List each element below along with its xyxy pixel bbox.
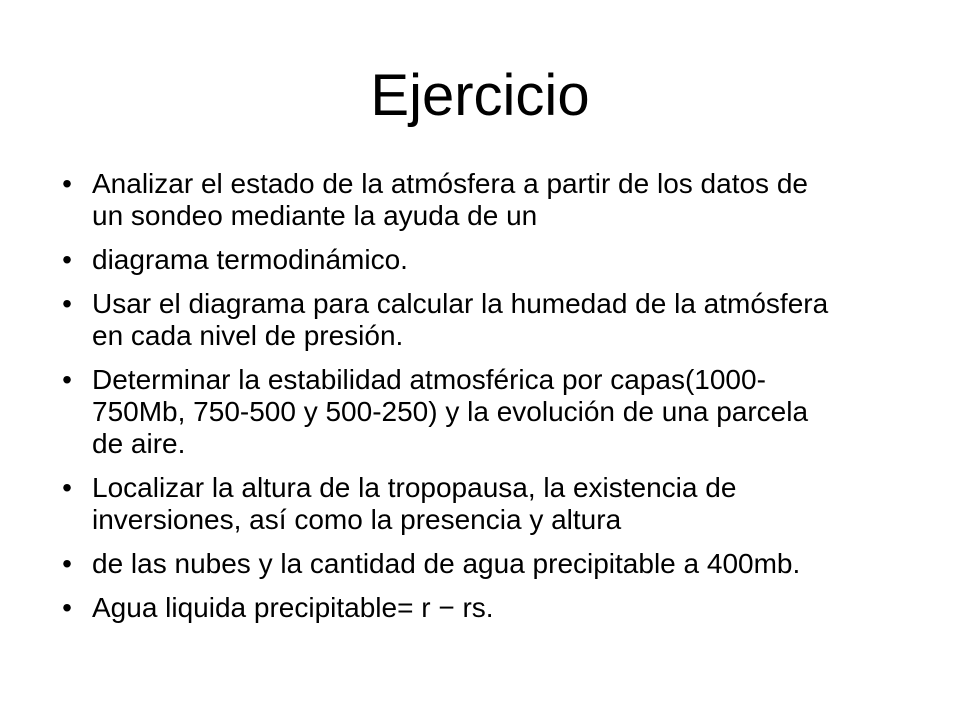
bullet-item	[62, 592, 832, 624]
bullet-text: de las nubes y la cantidad de agua precipitable a 400mb.	[92, 548, 801, 579]
bullet-text: Determinar la estabilidad atmosférica por capas(1000-750Mb, 750-500 y 500-250) y la evolución de una parcela de aire.	[92, 364, 809, 459]
bullet-item	[62, 168, 832, 232]
bullet-text: Usar el diagrama para calcular la humedad de la atmósfera en cada nivel de presión.	[92, 288, 829, 351]
bullet-icon: •	[62, 548, 72, 579]
bullet-item	[62, 472, 832, 536]
bullet-item	[62, 364, 832, 460]
bullet-item	[62, 244, 832, 276]
bullet-icon: •	[62, 168, 72, 199]
bullet-text: Agua liquida precipitable= r − rs.	[92, 592, 494, 623]
bullet-item	[62, 288, 832, 352]
bullet-icon: •	[62, 364, 72, 395]
bullet-text: Localizar la altura de la tropopausa, la existencia de inversiones, así como la presencia y altura	[92, 472, 737, 535]
slide-title: Ejercicio	[370, 63, 590, 128]
bullet-item	[62, 548, 832, 580]
bullet-icon: •	[62, 592, 72, 623]
bullet-list	[62, 168, 832, 636]
bullet-icon: •	[62, 288, 72, 319]
bullet-icon: •	[62, 472, 72, 503]
bullet-text: Analizar el estado de la atmósfera a partir de los datos de un sondeo mediante la ayuda de un	[92, 168, 808, 231]
bullet-icon: •	[62, 244, 72, 275]
bullet-text: diagrama termodinámico.	[92, 244, 408, 275]
